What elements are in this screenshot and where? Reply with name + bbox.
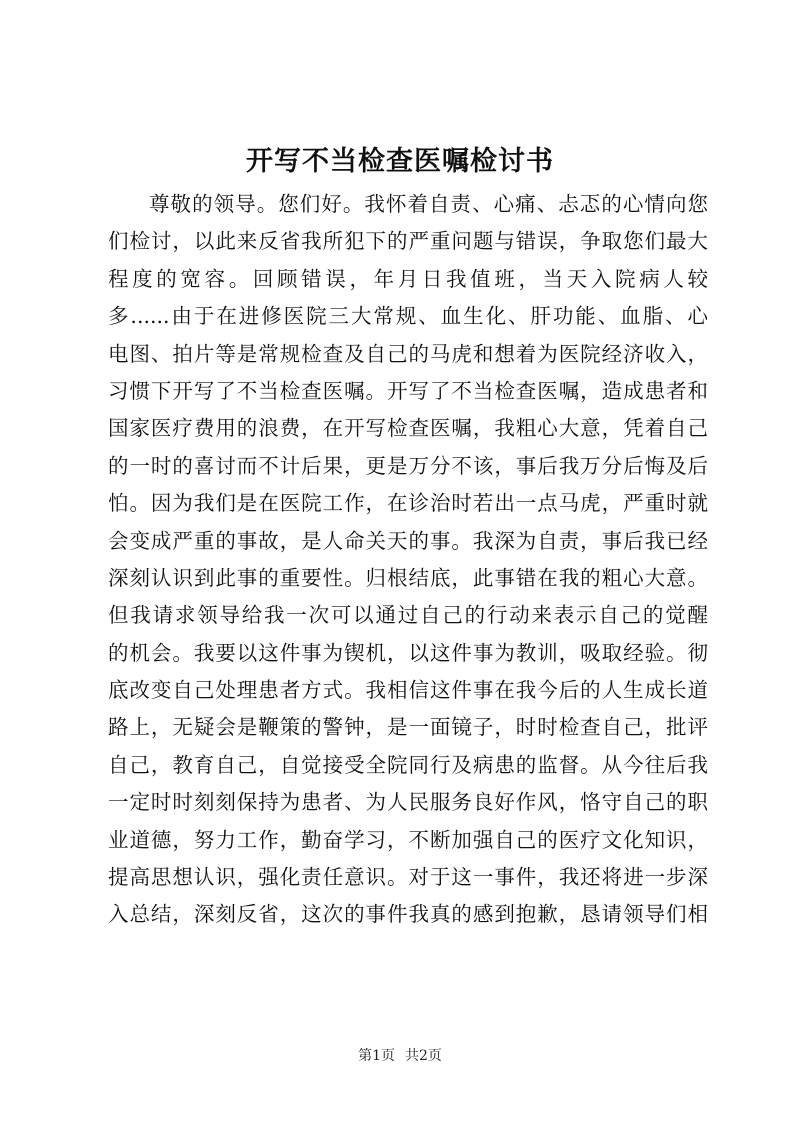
body-line: 怕。因为我们是在医院工作，在诊治时若出一点马虎，严重时就 (108, 491, 708, 516)
document-title: 开写不当检查医嘱检讨书 (246, 146, 554, 177)
document-body (108, 186, 708, 934)
body-line: 路上，无疑会是鞭策的警钟，是一面镜子，时时检查自己，批评 (108, 715, 708, 740)
body-line: 业道德，努力工作，勤奋学习，不断加强自己的医疗文化知识， (108, 827, 708, 852)
body-line: 国家医疗费用的浪费，在开写检查医嘱，我粗心大意，凭着自己 (108, 416, 708, 441)
body-line: 自己，教育自己，自觉接受全院同行及病患的监督。从今往后我 (108, 752, 708, 777)
body-line: 多......由于在进修医院三大常规、血生化、肝功能、血脂、心 (108, 304, 708, 329)
body-line: 习惯下开写了不当检查医嘱。开写了不当检查医嘱，造成患者和 (108, 378, 708, 403)
body-line: 会变成严重的事故，是人命关天的事。我深为自责，事后我已经 (108, 528, 708, 553)
body-line: 一定时时刻刻保持为患者、为人民服务良好作风，恪守自己的职 (108, 790, 708, 815)
body-line: 底改变自己处理患者方式。我相信这件事在我今后的人生成长道 (108, 678, 708, 703)
page-number: 第1页 (358, 1048, 395, 1064)
body-line: 入总结，深刻反省，这次的事件我真的感到抱歉，恳请领导们相 (108, 902, 708, 927)
body-line: 但我请求领导给我一次可以通过自己的行动来表示自己的觉醒 (108, 603, 708, 628)
body-line: 的机会。我要以这件事为锲机，以这件事为教训，吸取经验。彻 (108, 640, 708, 665)
page-total: 共2页 (405, 1048, 442, 1064)
body-line: 深刻认识到此事的重要性。归根结底，此事错在我的粗心大意。 (108, 565, 708, 590)
body-line: 电图、拍片等是常规检查及自己的马虎和想着为医院经济收入， (108, 341, 708, 366)
body-line: 程度的宽容。回顾错误，年月日我值班，当天入院病人较 (108, 266, 708, 291)
page-footer (0, 1046, 800, 1066)
body-line: 提高思想认识，强化责任意识。对于这一事件，我还将进一步深 (108, 865, 708, 890)
body-line: 的一时的喜讨而不计后果，更是万分不该，事后我万分后悔及后 (108, 453, 708, 478)
body-line: 尊敬的领导。您们好。我怀着自责、心痛、忐忑的心情向您 (149, 192, 708, 216)
body-line: 们检讨，以此来反省我所犯下的严重问题与错误，争取您们最大 (108, 229, 708, 254)
